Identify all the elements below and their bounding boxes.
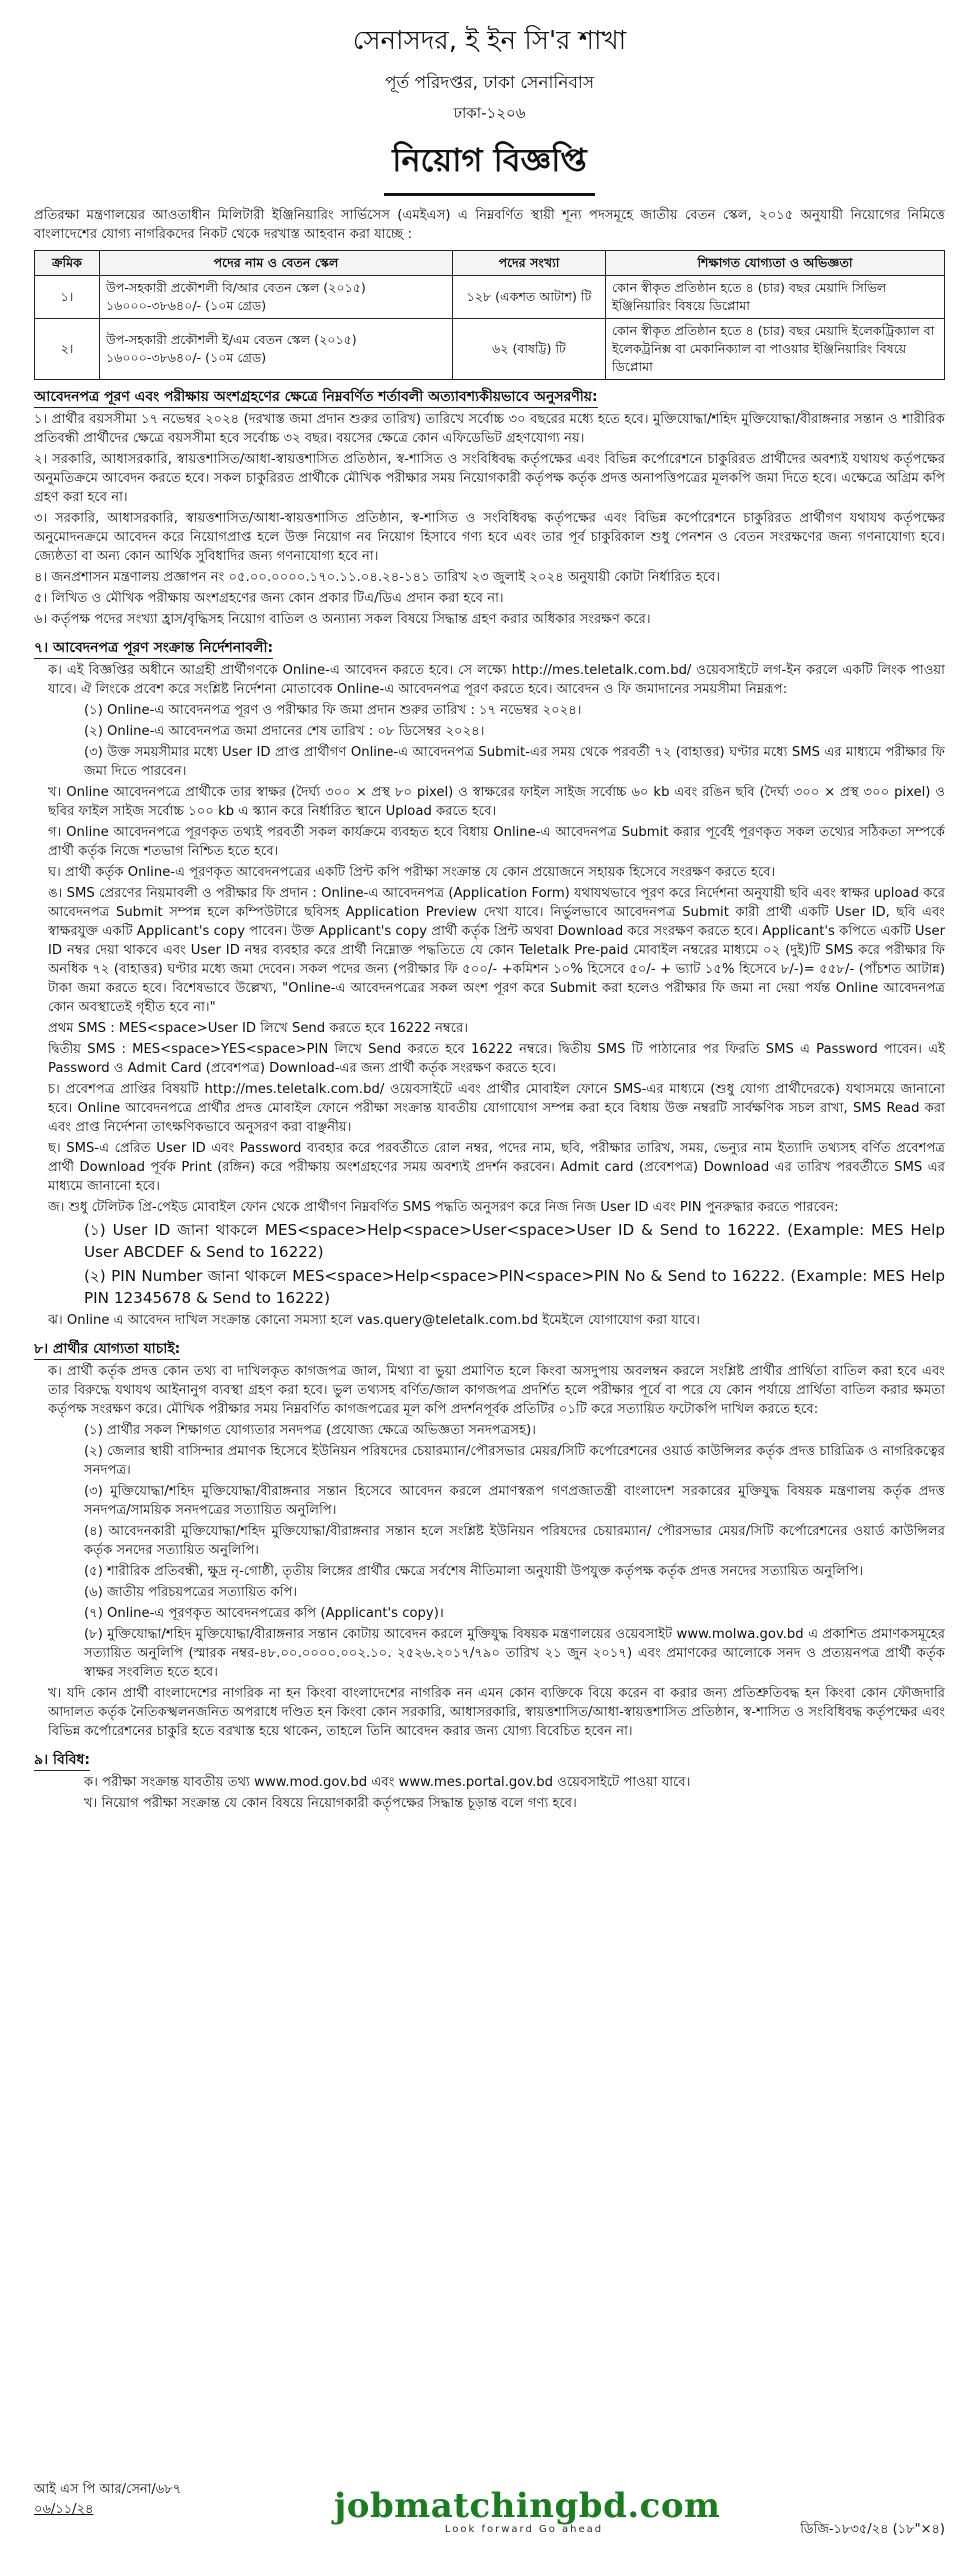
notice-title: নিয়োগ বিজ্ঞপ্তি <box>384 133 594 196</box>
cell-qualification: কোন স্বীকৃত প্রতিষ্ঠান হতে ৪ (চার) বছর মেয়াদি ইলেকট্রিক্যাল বা ইলেকট্রনিক্স বা মেকানিক্যাল বা পাওয়ার ইঞ্জিনিয়ারিং বিষয়ে ডিপ্লোমা <box>606 319 945 380</box>
city-line: ঢাকা-১২০৬ <box>453 104 526 122</box>
application-section <box>34 631 945 1330</box>
condition-item: ২। সরকারি, আধাসরকারি, স্বায়ত্তশাসিত/আধা-স্বায়ত্তশাসিত প্রতিষ্ঠান, স্ব-শাসিত ও সংবিধিবদ্ধ কর্তৃপক্ষের এবং বিভিন্ন কর্পোরেশনে চাকুরিরত প্রার্থীদের অবশ্যই যথাযথ কর্তৃপক্ষের অনুমতিক্রমে আবেদন করতে হবে। সকল চাকুরিরত প্রার্থীকে মৌখিক পরীক্ষার সময় নিয়োগকারী কর্তৃপক্ষ কর্তৃক প্রদত্ত অনাপত্তিপত্রের মূলকপি জমা দিতে হবে। এক্ষেত্রে অগ্রিম কপি গ্রহণ করা হবে না। <box>34 452 945 505</box>
instruction-gha: ঘ। প্রার্থী কর্তৃক Online-এ পূরণকৃত আবেদনপত্রের একটি প্রিন্ট কপি পরীক্ষা সংক্রান্ত যে কোন প্রয়োজনে সহায়ক হিসেবে সংরক্ষণ করতে হবে। <box>48 865 776 880</box>
footer-reference <box>34 2480 181 2520</box>
intro-paragraph: প্রতিরক্ষা মন্ত্রণালয়ের আওতাধীন মিলিটারী ইঞ্জিনিয়ারিং সার্ভিসেস (এমইএস) এ নিম্নবর্ণিত স্থায়ী শূন্য পদসমূহে জাতীয় বেতন স্কেল, ২০১৫ অনুযায়ী নিয়োগের নিমিত্তে বাংলাদেশের যোগ্য নাগরিকদের নিকট থেকে দরখাস্ত আহবান করা যাচ্ছে : <box>34 208 945 242</box>
cell-qualification: কোন স্বীকৃত প্রতিষ্ঠান হতে ৪ (চার) বছর মেয়াদি সিভিল ইঞ্জিনিয়ারিং বিষয়ে ডিপ্লোমা <box>606 276 945 319</box>
cell-serial: ২। <box>35 319 100 380</box>
instruction-ga: গ। Online আবেদনপত্রে পূরণকৃত তথ্যই পরবর্তী সকল কার্যক্রমে ব্যবহৃত হবে বিধায় Online-এ আবেদনপত্র Submit করার পূর্বেই পূরণকৃত সকল তথ্যের সঠিকতা সম্পর্কে প্রার্থী কর্তৃক নিজে শতভাগ নিশ্চিত হতে হবে। <box>48 825 945 859</box>
logo-text: jobmatchingbd.com <box>334 2486 721 2526</box>
deadline-item: (১) Online-এ আবেদনপত্র পূরণ ও পরীক্ষার ফি জমা প্রদান শুরুর তারিখ : ১৭ নভেম্বর ২০২৪। <box>84 703 582 718</box>
col-header-post: পদের নাম ও বেতন স্কেল <box>100 251 453 276</box>
instruction-cha: চ। প্রবেশপত্র প্রাপ্তির বিষয়টি http://mes.teletalk.com.bd/ ওয়েবসাইটে এবং প্রার্থীর মোবাইল ফোনে SMS-এর মাধ্যমে (শুধু যোগ্য প্রার্থীদেরকে) যথাসময়ে জানানো হবে। Online আবেদনপত্রে প্রার্থীর প্রদত্ত মোবাইল ফোনে পরীক্ষা সংক্রান্ত যাবতীয় যোগাযোগ সম্পন্ন করা হবে বিধায় উক্ত নম্বরটি সার্বক্ষণিক সচল রাখা, SMS Read করা এবং প্রাপ্ত নির্দেশনা তাৎক্ষণিকভাবে অনুসরণ করা বাঞ্ছনীয়। <box>48 1082 945 1135</box>
condition-item: ৪। জনপ্রশাসন মন্ত্রণালয় প্রজ্ঞাপন নং ০৫.০০.০০০০.১৭০.১১.০৪.২৪-১৪১ তারিখ ২৩ জুলাই ২০২৪ অনুযায়ী কোটা নির্ধারিত হবে। <box>34 570 721 585</box>
application-heading: ৭। আবেদনপত্র পূরণ সংক্রান্ত নির্দেশনাবলী: <box>34 639 273 659</box>
notice-footer <box>34 2476 945 2546</box>
deadline-item: (৩) উক্ত সময়সীমার মধ্যে User ID প্রাপ্ত প্রার্থীগণ Online-এ আবেদনপত্র Submit-এর সময় থেকে পরবর্তী ৭২ (বাহাত্তর) ঘণ্টার মধ্যে SMS এর মাধ্যমে পরীক্ষার ফি জমা দিতে পারবেন। <box>84 745 945 779</box>
table-header-row <box>35 251 945 276</box>
document-item: (৬) জাতীয় পরিচয়পত্রের সত্যায়িত কপি। <box>84 1585 298 1600</box>
recovery-item: (২) PIN Number জানা থাকলে MES<space>Help<space>PIN<space>PIN No & Send to 16222. (Example: MES Help PIN 12345678 & Send to 16222) <box>84 1267 945 1307</box>
document-item: (৭) Online-এ পূরণকৃত আবেদনপত্রের কপি (Applicant's copy)। <box>84 1606 444 1621</box>
misc-ka: ক। পরীক্ষা সংক্রান্ত যাবতীয় তথ্য www.mod.gov.bd এবং www.mes.portal.gov.bd ওয়েবসাইটে পাওয়া যাবে। <box>84 1775 691 1790</box>
cell-post: উপ-সহকারী প্রকৌশলী ই/এম বেতন স্কেল (২০১৫) ১৬০০০-৩৮৬৪০/- (১০ম গ্রেড) <box>100 319 453 380</box>
notice-header <box>34 20 945 196</box>
conditions-section <box>34 380 945 629</box>
document-item: (৫) শারীরিক প্রতিবন্ধী, ক্ষুদ্র নৃ-গোষ্ঠী, তৃতীয় লিঙ্গের প্রার্থীর ক্ষেত্রে সর্বশেষ নীতিমালা অনুযায়ী উপযুক্ত কর্তৃপক্ষ কর্তৃক প্রদত্ত সনদের সত্যায়িত অনুলিপি। <box>84 1564 864 1579</box>
condition-item: ৩। সরকারি, আধাসরকারি, স্বায়ত্তশাসিত/আধা-স্বায়ত্তশাসিত প্রতিষ্ঠান, স্ব-শাসিত ও সংবিধিবদ্ধ কর্তৃপক্ষের এবং বিভিন্ন কর্পোরেশনে চাকুরিরত প্রার্থীগণ যথাযথ কর্তৃপক্ষের অনুমোদনক্রমে আবেদন করে নিয়োগপ্রাপ্ত হলে উক্ত নিয়োগ নব নিয়োগ হিসাবে গণ্য হবে এবং তার পূর্ব চাকুরিকাল শুধু পেনশন ও বেতন সংরক্ষণের জন্য গণনাযোগ্য হবে। জ্যেষ্ঠতা বা অন্য কোন আর্থিক সুবিধাদির জন্য গণনাযোগ্য হবে না। <box>34 511 945 564</box>
instruction-ja: জ। শুধু টেলিটক প্রি-পেইড মোবাইল ফোন থেকে প্রার্থীগণ নিম্নবর্ণিত SMS পদ্ধতি অনুসরণ করে নিজ নিজ User ID এবং PIN পুনরুদ্ধার করতে পারবেন: <box>48 1200 839 1215</box>
organization-name: সেনাসদর, ই ইন সি'র শাখা <box>352 26 627 56</box>
posts-table <box>34 250 945 380</box>
cell-serial: ১। <box>35 276 100 319</box>
document-item: (৩) মুক্তিযোদ্ধা/শহিদ মুক্তিযোদ্ধা/বীরাঙ্গনার সন্তান হিসেবে আবেদন করলে প্রমাণস্বরূপ গণপ্রজাতন্ত্রী বাংলাদেশ সরকারের মুক্তিযুদ্ধ বিষয়ক মন্ত্রণালয় কর্তৃক প্রদত্ত সনদপত্র/সাময়িক সনদপত্রের সত্যায়িত অনুলিপি। <box>84 1484 945 1518</box>
logo-tagline: Look forward Go ahead <box>444 2524 604 2535</box>
document-item: (৮) মুক্তিযোদ্ধা/শহিদ মুক্তিযোদ্ধা/বীরাঙ্গনার সন্তান কোটায় আবেদন করলে মুক্তিযুদ্ধ বিষয়ক মন্ত্রণালয়ের ওয়েবসাইট www.molwa.gov.bd এ প্রকাশিত প্রমাণকসমূহের সত্যায়িত অনুলিপি (স্মারক নম্বর-৪৮.০০.০০০০.০০২.১০. ২৫২৬.২০১৭/৭৯০ তারিখ ২১ জুন ২০১৭) এবং প্রমাণকের আলোকে সনদ ও প্রত্যয়নপত্র প্রার্থী কর্তৃক স্বাক্ষর সংবলিত হতে হবে। <box>84 1627 945 1680</box>
sms-second: দ্বিতীয় SMS : MES<space>YES<space>PIN লিখে Send করতে হবে 16222 নম্বরে। দ্বিতীয় SMS টি পাঠানোর পর ফিরতি SMS এ Password পাবেন। এই Password ও Admit Card (প্রবেশপত্র) Download-এর জন্য প্রার্থী কর্তৃক সংরক্ষণ করতে হবে। <box>48 1042 945 1076</box>
recovery-item: (১) User ID জানা থাকলে MES<space>Help<space>User<space>User ID & Send to 16222. (Example: MES Help User ABCDEF & Send to 16222) <box>84 1221 945 1261</box>
watermark-logo <box>334 2486 721 2535</box>
cell-count: ৬২ (বাষট্টি) টি <box>453 319 606 380</box>
deadline-item: (২) Online-এ আবেদনপত্র জমা প্রদানের শেষ তারিখ : ০৮ ডিসেম্বর ২০২৪। <box>84 724 485 739</box>
reference-date: ০৬/১১/২৪ <box>34 2502 94 2517</box>
misc-kha: খ। নিয়োগ পরীক্ষা সংক্রান্ত যে কোন বিষয়ে নিয়োগকারী কর্তৃপক্ষের সিদ্ধান্ত চূড়ান্ত বলে গণ্য হবে। <box>84 1796 577 1811</box>
col-header-count: পদের সংখ্যা <box>453 251 606 276</box>
document-item: (১) প্রার্থীর সকল শিক্ষাগত যোগ্যতার সনদপত্র (প্রযোজ্য ক্ষেত্রে অভিজ্ঞতা সনদপত্রসহ)। <box>84 1423 536 1438</box>
instruction-uma: ঙ। SMS প্রেরণের নিয়মাবলী ও পরীক্ষার ফি প্রদান : Online-এ আবেদনপত্র (Application Form) যথাযথভাবে পূরণ করে নির্দেশনা অনুযায়ী ছবি এবং স্বাক্ষর upload করে আবেদনপত্র Submit সম্পন্ন হলে কম্পিউটারে ছবিসহ Application Preview দেখা যাবে। নির্ভুলভাবে আবেদনপত্র Submit কারী প্রার্থী একটি User ID, ছবি এবং স্বাক্ষরযুক্ত একটি Applicant's copy পাবেন। উক্ত Applicant's copy প্রার্থী কর্তৃক প্রিন্ট অথবা Download করে সংরক্ষণ করতে হবে। Applicant's কপিতে একটি User ID নম্বর দেয়া থাকবে এবং User ID নম্বর ব্যবহার করে প্রার্থী নিম্নোক্ত পদ্ধতিতে যে কোন Teletalk Pre-paid মোবাইল নম্বরের মাধ্যমে ০২ (দুই)টি SMS করে পরীক্ষার ফি অনধিক ৭২ (বাহাত্তর) ঘণ্টার মধ্যে জমা দেবেন। সকল পদের জন্য (পরীক্ষার ফি ৫০০/- +কমিশন ১০% হিসেবে ৫০/- + ভ্যাট ১৫% হিসেবে ৮/-)= ৫৫৮/- (পাঁচশত আটান্ন) টাকা জমা করতে হবে। বিশেষভাবে উল্লেখ্য, "Online-এ আবেদনপত্রের সকল অংশ পূরণ করে Submit করা হলেও পরীক্ষার ফি জমা না দেয়া পর্যন্ত Online আবেদনপত্র কোন অবস্থাতেই গৃহীত হবে না।" <box>48 886 945 1015</box>
dg-code: ডিজি-১৮৩৫/২৪ (১৮"×৪) <box>800 2522 945 2537</box>
instruction-chha: ছ। SMS-এ প্রেরিত User ID এবং Password ব্যবহার করে পরবর্তীতে রোল নম্বর, পদের নাম, ছবি, পরীক্ষার তারিখ, সময়, ভেন্যুর নাম ইত্যাদি তথ্যসহ বর্ণিত প্রবেশপত্র প্রার্থী Download পূর্বক Print (রঙ্গিন) করে পরীক্ষায় অংশগ্রহণের সময় অবশ্যই প্রদর্শন করবেন। Admit card (প্রবেশপত্র) Download এর তারিখ পরবর্তীতে SMS এর মাধ্যমে জানানো হবে। <box>48 1141 945 1194</box>
col-header-qualification: শিক্ষাগত যোগ্যতা ও অভিজ্ঞতা <box>606 251 945 276</box>
instruction-kha: খ। Online আবেদনপত্রে প্রার্থীকে তার স্বাক্ষর (দৈর্ঘ্য ৩০০ × প্রস্থ ৮০ pixel) ও স্বাক্ষরের ফাইল সাইজ সর্বোচ্চ ৬০ kb এবং রঙিন ছবি (দৈর্ঘ্য ৩০০ × প্রস্থ ৩০০ pixel) ও ছবির ফাইল সাইজ সর্বোচ্চ ১০০ kb এ স্ক্যান করে নির্ধারিত স্থানে Upload করতে হবে। <box>48 785 945 819</box>
sms-first: প্রথম SMS : MES<space>User ID লিখে Send করতে হবে 16222 নম্বরে। <box>48 1021 469 1036</box>
document-item: (৪) আবেদনকারী মুক্তিযোদ্ধা/শহিদ মুক্তিযোদ্ধা/বীরাঙ্গনার সন্তান হলে সংশ্লিষ্ট ইউনিয়ন পরিষদের চেয়ারম্যান/ পৌরসভার মেয়র/সিটি কর্পোরেশনের ওয়ার্ড কাউন্সিলর কর্তৃক সনদের সত্যায়িত অনুলিপি। <box>84 1524 945 1558</box>
reference-number: আই এস পি আর/সেনা/৬৮৭ <box>34 2482 182 2497</box>
condition-item: ৬। কর্তৃপক্ষ পদের সংখ্যা হ্রাস/বৃদ্ধিসহ নিয়োগ বাতিল ও অন্যান্য সকল বিষয়ে সিদ্ধান্ত গ্রহণ করার অধিকার সংরক্ষণ করে। <box>34 612 651 627</box>
document-item: (২) জেলার স্থায়ী বাসিন্দার প্রমাণক হিসেবে ইউনিয়ন পরিষদের চেয়ারম্যান/পৌরসভার মেয়র/সিটি কর্পোরেশনের ওয়ার্ড কাউন্সিলর কর্তৃক প্রদত্ত চারিত্রিক ও নাগরিকত্বের সনদপত্র। <box>84 1444 945 1478</box>
misc-heading: ৯। বিবিধ: <box>34 1751 90 1771</box>
conditions-heading: আবেদনপত্র পূরণ এবং পরীক্ষায় অংশগ্রহণের ক্ষেত্রে নিম্নবর্ণিত শর্তাবলী অত্যাবশ্যকীয়ভাবে অনুসরণীয়: <box>34 388 598 408</box>
eligibility-heading: ৮। প্রার্থীর যোগ্যতা যাচাই: <box>34 1340 180 1360</box>
table-row <box>35 319 945 380</box>
condition-item: ১। প্রার্থীর বয়সসীমা ১৭ নভেম্বর ২০২৪ (দরখাস্ত জমা প্রদান শুরুর তারিখ) তারিখে সর্বোচ্চ ৩০ বছরের মধ্যে হতে হবে। মুক্তিযোদ্ধা/শহিদ মুক্তিযোদ্ধা/বীরাঙ্গনার সন্তান ও শারীরিক প্রতিবন্ধী প্রার্থীদের ক্ষেত্রে বয়সসীমা হবে সর্বোচ্চ ৩২ বছর। বয়সের ক্ষেত্রে কোন এফিডেভিট গ্রহণযোগ্য নয়। <box>34 412 945 446</box>
eligibility-kha: খ। যদি কোন প্রার্থী বাংলাদেশের নাগরিক না হন কিংবা বাংলাদেশের নাগরিক নন এমন কোন ব্যক্তিকে বিয়ে করেন বা করার জন্য প্রতিশ্রুতিবদ্ধ হন কিংবা কোন ফৌজদারি আদালত কর্তৃক নৈতিকস্খলনজনিত অপরাধে দণ্ডিত হন কিংবা কোন সরকারি, আধাসরকারি, স্বায়ত্তশাসিত/আধা-স্বায়ত্তশাসিত প্রতিষ্ঠান, স্ব-শাসিত ও সংবিধিবদ্ধ কর্তৃপক্ষের এবং বিভিন্ন কর্পোরেশনের চাকুরি হতে বরখাস্ত হয়ে থাকেন, তাহলে তিনি আবেদন করার জন্য যোগ্য বিবেচিত হবেন না। <box>48 1686 945 1739</box>
col-header-serial: ক্রমিক <box>35 251 100 276</box>
misc-section <box>34 1743 945 1813</box>
instruction-ka: ক। এই বিজ্ঞপ্তির অধীনে আগ্রহী প্রার্থীগণকে Online-এ আবেদন করতে হবে। সে লক্ষ্যে http://mes.teletalk.com.bd/ ওয়েবসাইটে লগ-ইন করলে একটি লিংক পাওয়া যাবে। ঐ লিংকে প্রবেশ করে সংশ্লিষ্ট নির্দেশনা মোতাবেক Online-এ আবেদনপত্র পূরণ করতে হবে। আবেদন ও ফি জমাদানের সময়সীমা নিম্নরূপ: <box>48 663 945 697</box>
cell-post: উপ-সহকারী প্রকৌশলী বি/আর বেতন স্কেল (২০১৫) ১৬০০০-৩৮৬৪০/- (১০ম গ্রেড) <box>100 276 453 319</box>
condition-item: ৫। লিখিত ও মৌখিক পরীক্ষায় অংশগ্রহণের জন্য কোন প্রকার টিএ/ডিএ প্রদান করা হবে না। <box>34 591 504 606</box>
cell-count: ১২৮ (একশত আটাশ) টি <box>453 276 606 319</box>
table-row <box>35 276 945 319</box>
instruction-jha: ঝ। Online এ আবেদন দাখিল সংক্রান্ত কোনো সমস্যা হলে vas.query@teletalk.com.bd ইমেইলে যোগাযোগ করা যাবে। <box>48 1313 701 1328</box>
eligibility-section <box>34 1332 945 1741</box>
department-name: পূর্ত পরিদপ্তর, ঢাকা সেনানিবাস <box>384 73 595 93</box>
eligibility-ka: ক। প্রার্থী কর্তৃক প্রদত্ত কোন তথ্য বা দাখিলকৃত কাগজপত্র জাল, মিথ্যা বা ভুয়া প্রমাণিত হলে কিংবা অসদুপায় অবলম্বন করলে সংশ্লিষ্ট প্রার্থীর প্রার্থিতা বাতিল করা হবে এবং তার বিরুদ্ধে যথাযথ আইনানুগ ব্যবস্থা গ্রহণ করা হবে। ভুল তথ্যসহ বর্ণিত/জাল কাগজপত্র প্রদর্শিত হলে পরীক্ষার পূর্বে বা পরে যে কোন পর্যায়ে প্রার্থিতা বাতিল করার ক্ষমতা কর্তৃপক্ষ সংরক্ষণ করে। মৌখিক পরীক্ষার সময় নিম্নবর্ণিত কাগজপত্রের মূল কপি প্রদর্শনপূর্বক প্রতিটির ০১টি করে সত্যায়িত ফটোকপি দাখিল করতে হবে: <box>48 1364 945 1417</box>
